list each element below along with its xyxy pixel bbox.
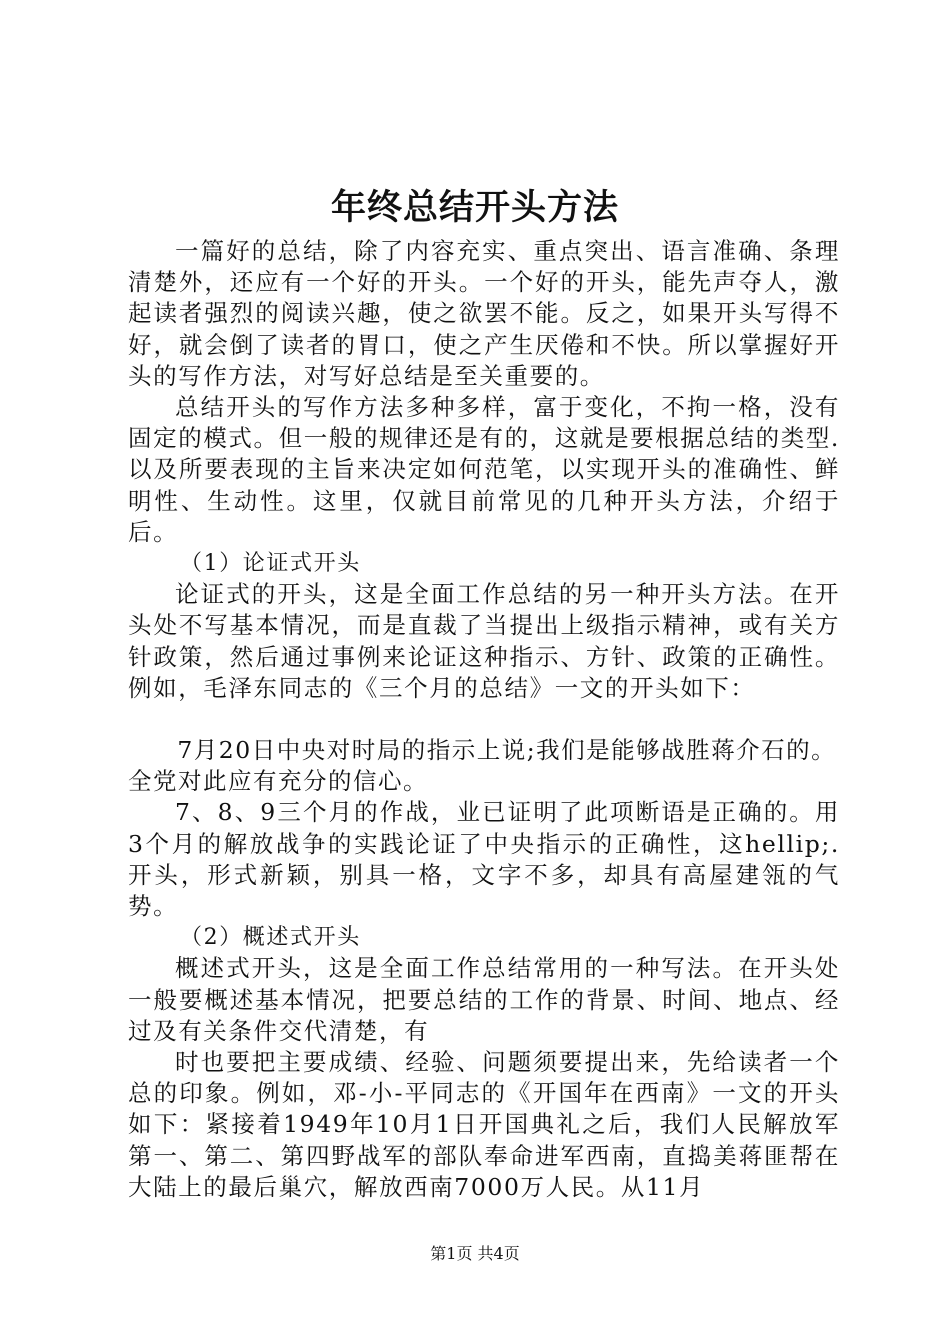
document-body [128,236,840,1203]
paragraph-argument: 论证式的开头，这是全面工作总结的另一种开头方法。在开头处不写基本情况，而是直裁了当提出上级指示精神，或有关方针政策，然后通过事例来论证这种指示、方针、政策的正确性。例如，毛泽东同志的《三个月的总结》一文的开头如下： [128,580,840,702]
blank-line [128,704,840,735]
paragraph-overview: 概述式开头，这是全面工作总结常用的一种写法。在开头处一般要概述基本情况，把要总结的工作的背景、时间、地点、经过及有关条件交代清楚，有 [128,954,840,1045]
page-footer: 第1页 共4页 [430,1244,520,1263]
paragraph-battle: 7、8、9三个月的作战，业已证明了此项断语是正确的。用3个月的解放战争的实践论证了中央指示的正确性，这hellip;.开头，形式新颖，别具一格，文字不多，却具有高屋建瓴的气势。 [128,798,840,921]
section-heading-argument: （1）论证式开头 [180,551,361,577]
section-heading-overview: （2）概述式开头 [180,925,361,951]
document-title: 年终总结开头方法 [330,187,619,228]
paragraph-quote: 7月20日中央对时局的指示上说;我们是能够战胜蒋介石的。全党对此应有充分的信心。 [128,736,837,796]
paragraph-methods: 总结开头的写作方法多种多样，富于变化，不拘一格，没有固定的模式。但一般的规律还是有的，这就是要根据总结的类型.以及所要表现的主旨来决定如何范笔，以实现开头的准确性、鲜明性、生动性。这里，仅就目前常见的几种开头方法，介绍于后。 [128,393,840,546]
paragraph-example: 时也要把主要成绩、经验、问题须要提出来，先给读者一个总的印象。例如，邓-小-平同志的《开国年在西南》一文的开头如下：紧接着1949年10月1日开国典礼之后，我们人民解放军第一、第二、第四野战军的部队奉命进军西南，直捣美蒋匪帮在大陆上的最后巢穴，解放西南7000万人民。从11月 [128,1048,840,1201]
paragraph-intro: 一篇好的总结，除了内容充实、重点突出、语言准确、条理清楚外，还应有一个好的开头。一个好的开头，能先声夺人，激起读者强烈的阅读兴趣，使之欲罢不能。反之，如果开头写得不好，就会倒了读者的胃口，使之产生厌倦和不快。所以掌握好开头的写作方法，对写好总结是至关重要的。 [128,237,840,390]
